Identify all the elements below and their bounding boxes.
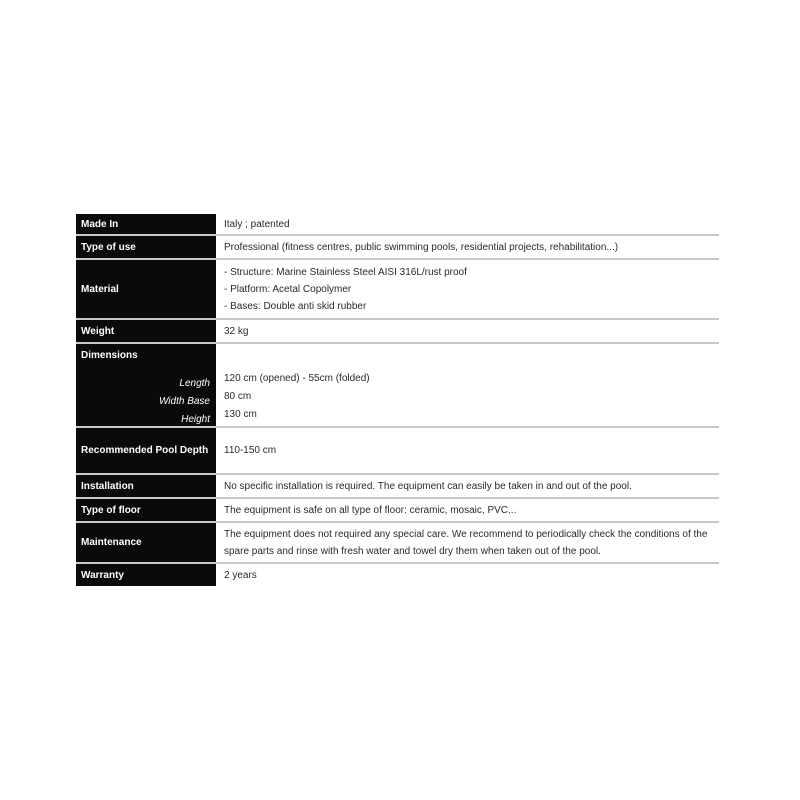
row-value bbox=[224, 564, 719, 586]
row-label: Type of floor bbox=[76, 499, 216, 521]
dimension-sublabel: Height bbox=[181, 414, 210, 425]
row-value bbox=[224, 214, 719, 234]
dimensions-values bbox=[224, 344, 719, 426]
row-label: Dimensions bbox=[81, 350, 138, 361]
value-line: - Structure: Marine Stainless Steel AISI 316L/rust proof bbox=[224, 266, 467, 278]
value-line: - Bases: Double anti skid rubber bbox=[224, 300, 367, 312]
dimension-value: 120 cm (opened) - 55cm (folded) bbox=[224, 373, 370, 384]
value-line: - Platform: Acetal Copolymer bbox=[224, 283, 352, 295]
value-text: Professional (fitness centres, public swimming pools, residential projects, rehabilitation...) bbox=[224, 241, 619, 253]
row-maintenance bbox=[76, 523, 719, 564]
row-label: Maintenance bbox=[76, 523, 216, 562]
row-material bbox=[76, 260, 719, 320]
row-value bbox=[224, 260, 719, 318]
value-line: spare parts and rinse with fresh water and towel dry them when taken out of the pool. bbox=[224, 545, 601, 557]
row-label: Installation bbox=[76, 475, 216, 497]
row-label: Warranty bbox=[76, 564, 216, 586]
row-label: Weight bbox=[76, 320, 216, 342]
row-dimensions bbox=[76, 344, 719, 428]
row-weight bbox=[76, 320, 719, 344]
row-type-of-use bbox=[76, 236, 719, 260]
dimension-value: 130 cm bbox=[224, 409, 257, 420]
row-value bbox=[224, 523, 719, 562]
row-pool-depth bbox=[76, 428, 719, 475]
row-made-in bbox=[76, 214, 719, 236]
value-text: The equipment is safe on all type of floor: ceramic, mosaic, PVC... bbox=[224, 504, 517, 516]
value-text: Italy ; patented bbox=[224, 218, 290, 230]
row-type-of-floor bbox=[76, 499, 719, 523]
row-value bbox=[224, 475, 719, 497]
dimension-sublabel: Length bbox=[179, 378, 210, 389]
row-value bbox=[224, 236, 719, 258]
row-label: Made In bbox=[76, 214, 216, 234]
dimensions-label-block bbox=[76, 344, 216, 426]
value-text: 110-150 cm bbox=[224, 445, 277, 456]
value-line: The equipment does not required any special care. We recommend to periodically check the conditions of the bbox=[224, 528, 708, 540]
spec-table bbox=[76, 214, 719, 586]
dimension-value: 80 cm bbox=[224, 391, 252, 402]
row-warranty bbox=[76, 564, 719, 586]
row-value bbox=[224, 320, 719, 342]
row-value bbox=[224, 428, 719, 473]
row-label: Type of use bbox=[76, 236, 216, 258]
row-value bbox=[224, 499, 719, 521]
value-text: No specific installation is required. The equipment can easily be taken in and out of the pool. bbox=[224, 480, 632, 492]
row-installation bbox=[76, 475, 719, 499]
value-text: 2 years bbox=[224, 569, 257, 581]
row-label: Material bbox=[76, 260, 216, 318]
value-text: 32 kg bbox=[224, 325, 249, 337]
dimension-sublabel: Width Base bbox=[158, 396, 210, 407]
row-label: Recommended Pool Depth bbox=[76, 428, 216, 473]
